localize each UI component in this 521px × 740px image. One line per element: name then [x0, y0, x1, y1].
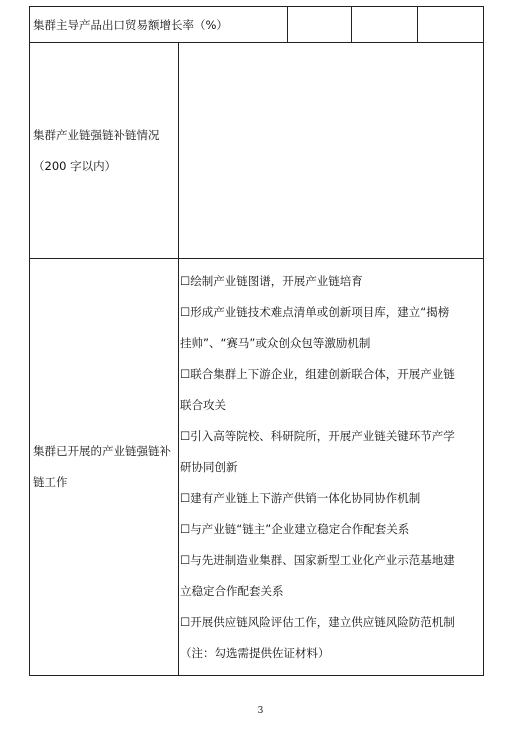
chain-status-label-line2: （200 字以内） [33, 158, 117, 173]
checklist-line[interactable]: ☐与产业链“链主”企业建立稳定合作配套关系 [180, 521, 410, 536]
checklist-line[interactable]: ☐与先进制造业集群、国家新型工业化产业示范基地建 [180, 552, 455, 567]
checklist-note: （注：勾选需提供佐证材料） [180, 645, 330, 660]
chain-status-label-line1: 集群产业链强链补链情况 [33, 127, 160, 142]
chain-work-label-line1: 集群已开展的产业链强链补 [33, 444, 171, 458]
chain-status-label [30, 43, 179, 259]
chain-status-row [30, 43, 484, 259]
chain-work-label-line2: 链工作 [33, 475, 68, 489]
checklist-line[interactable]: ☐引入高等院校、科研院所，开展产业链关键环节产学 [180, 428, 455, 443]
form-table [29, 6, 484, 676]
growth-rate-row [30, 7, 484, 43]
checklist-line: 挂帅”、“赛马”或众创众包等激励机制 [180, 335, 371, 350]
checklist-line[interactable]: ☐联合集群上下游企业，组建创新联合体，开展产业链 [180, 366, 455, 381]
chain-status-input-cell[interactable] [179, 43, 484, 259]
chain-work-checklist-cell [179, 259, 484, 676]
page-number: 3 [257, 706, 264, 716]
checklist-line[interactable]: ☐绘制产业链图谱，开展产业链培育 [180, 273, 363, 288]
checklist-line: 联合攻关 [180, 397, 226, 412]
growth-rate-cell-1[interactable] [288, 7, 352, 43]
checklist-line[interactable]: ☐建有产业链上下游产供销一体化协同协作机制 [180, 490, 421, 505]
growth-rate-cell-3[interactable] [418, 7, 484, 43]
growth-rate-label: 集群主导产品出口贸易额增长率（%） [30, 7, 288, 43]
chain-work-label [30, 259, 179, 676]
checklist-line: 研协同创新 [180, 459, 238, 474]
checklist-line[interactable]: ☐形成产业链技术难点清单或创新项目库，建立“揭榜 [180, 304, 450, 319]
checklist-line: 立稳定合作配套关系 [180, 583, 284, 598]
growth-rate-cell-2[interactable] [352, 7, 418, 43]
checklist-line[interactable]: ☐开展供应链风险评估工作，建立供应链风险防范机制 [180, 614, 455, 629]
chain-work-row [30, 259, 484, 676]
